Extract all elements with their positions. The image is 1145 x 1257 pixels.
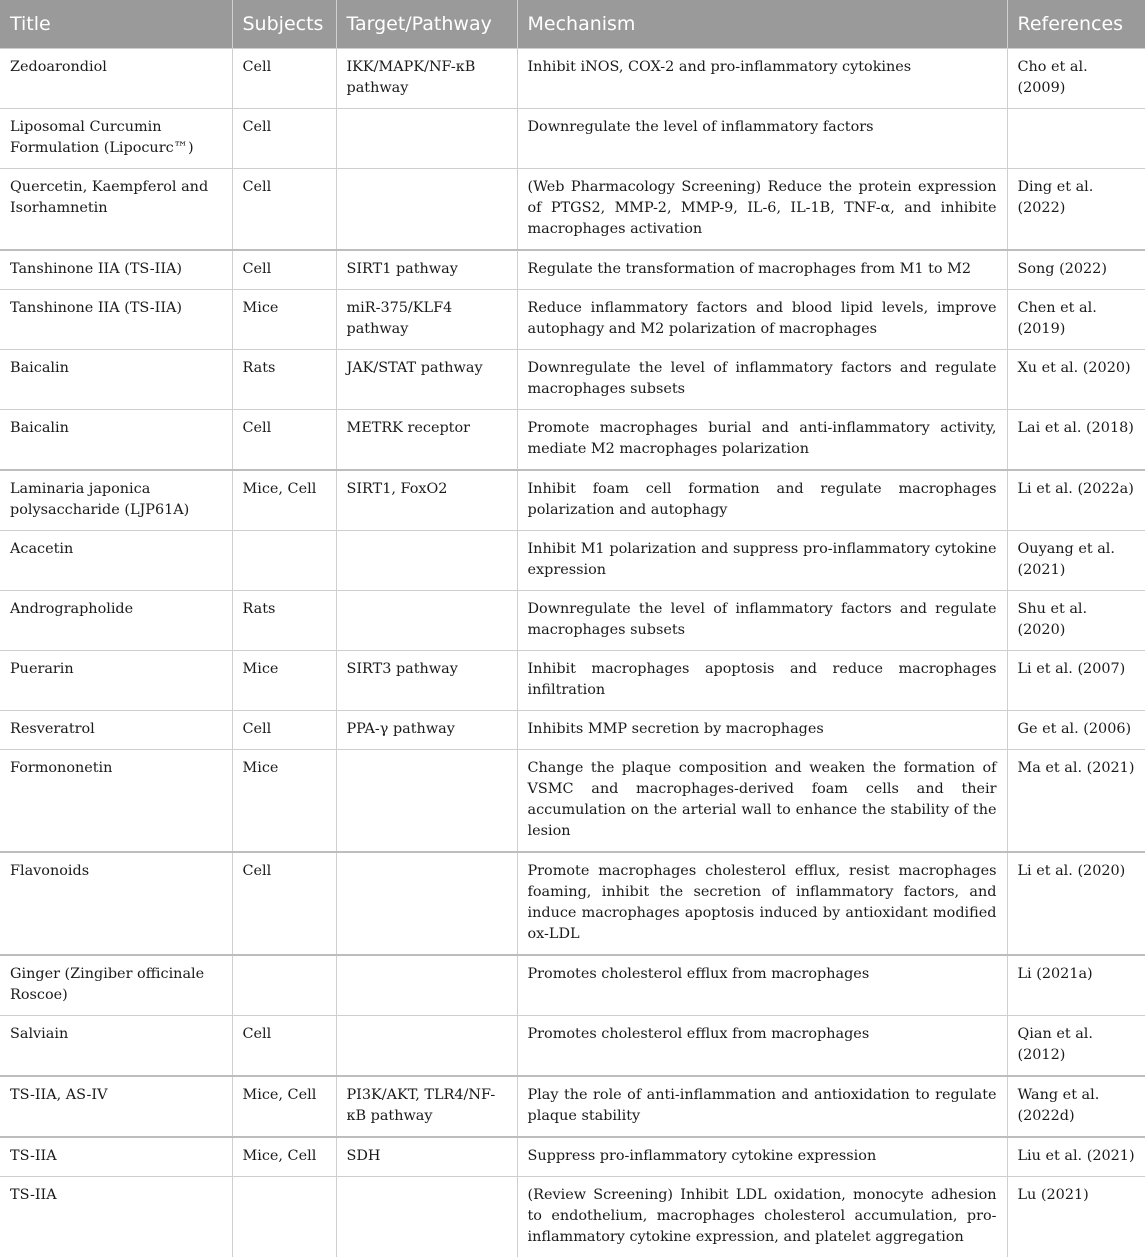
cell-target-pathway: SIRT1, FoxO2 [336,470,517,531]
cell-mechanism: Promote macrophages burial and anti-inflammatory activity, mediate M2 macrophages polarization [517,409,1007,470]
cell-title: Baicalin [0,349,232,409]
header-title: Title [0,0,232,48]
cell-reference: Xu et al. (2020) [1007,349,1145,409]
cell-reference: Cho et al. (2009) [1007,48,1145,108]
cell-subjects: Rats [232,590,336,650]
cell-reference: Shu et al. (2020) [1007,590,1145,650]
cell-subjects: Rats [232,349,336,409]
table-row [0,409,1145,470]
cell-target-pathway: METRK receptor [336,409,517,470]
cell-title: Salviain [0,1015,232,1076]
cell-reference: Li et al. (2020) [1007,852,1145,955]
table-row [0,289,1145,349]
cell-reference: Qian et al. (2012) [1007,1015,1145,1076]
table-row [0,530,1145,590]
cell-title: Tanshinone IIA (TS-IIA) [0,250,232,290]
cell-reference: Ge et al. (2006) [1007,710,1145,749]
table-body [0,48,1145,1257]
cell-target-pathway [336,1015,517,1076]
cell-subjects: Mice [232,289,336,349]
cell-title: Andrographolide [0,590,232,650]
cell-title: Quercetin, Kaempferol and Isorhamnetin [0,168,232,250]
cell-title: Flavonoids [0,852,232,955]
table-row [0,48,1145,108]
cell-mechanism: Reduce inflammatory factors and blood lipid levels, improve autophagy and M2 polarization of macrophages [517,289,1007,349]
cell-target-pathway: PI3K/AKT, TLR4/NF-κB pathway [336,1076,517,1137]
cell-mechanism: (Web Pharmacology Screening) Reduce the protein expression of PTGS2, MMP-2, MMP-9, IL-6, IL-1B, TNF-α, and inhibite macrophages activation [517,168,1007,250]
cell-reference: Wang et al. (2022d) [1007,1076,1145,1137]
header-target-pathway: Target/Pathway [336,0,517,48]
table-row [0,108,1145,168]
cell-target-pathway: SIRT1 pathway [336,250,517,290]
cell-mechanism: Downregulate the level of inflammatory factors and regulate macrophages subsets [517,349,1007,409]
table-row [0,650,1145,710]
cell-target-pathway: SIRT3 pathway [336,650,517,710]
table-row [0,1176,1145,1257]
cell-subjects: Mice [232,749,336,852]
cell-mechanism: Inhibit macrophages apoptosis and reduce macrophages infiltration [517,650,1007,710]
cell-reference: Ding et al. (2022) [1007,168,1145,250]
cell-title: Resveratrol [0,710,232,749]
cell-mechanism: Promotes cholesterol efflux from macrophages [517,955,1007,1016]
table-row [0,710,1145,749]
cell-target-pathway: IKK/MAPK/NF-κB pathway [336,48,517,108]
cell-subjects [232,955,336,1016]
cell-target-pathway [336,530,517,590]
cell-subjects: Cell [232,250,336,290]
cell-mechanism: Downregulate the level of inflammatory factors [517,108,1007,168]
cell-mechanism: Inhibit foam cell formation and regulate macrophages polarization and autophagy [517,470,1007,531]
cell-title: Ginger (Zingiber officinale Roscoe) [0,955,232,1016]
header-subjects: Subjects [232,0,336,48]
cell-mechanism: Inhibit iNOS, COX-2 and pro-inflammatory cytokines [517,48,1007,108]
cell-title: Zedoarondiol [0,48,232,108]
cell-target-pathway [336,955,517,1016]
cell-reference: Song (2022) [1007,250,1145,290]
cell-mechanism: Play the role of anti-inflammation and antioxidation to regulate plaque stability [517,1076,1007,1137]
cell-subjects: Cell [232,852,336,955]
header-references: References [1007,0,1145,48]
cell-subjects: Cell [232,710,336,749]
cell-title: TS-IIA [0,1176,232,1257]
cell-target-pathway: JAK/STAT pathway [336,349,517,409]
cell-title: Liposomal Curcumin Formulation (Lipocurc™) [0,108,232,168]
cell-title: Acacetin [0,530,232,590]
cell-reference [1007,108,1145,168]
cell-mechanism: Change the plaque composition and weaken the formation of VSMC and macrophages-derived foam cells and their accumulation on the arterial wall to enhance the stability of the lesion [517,749,1007,852]
cell-target-pathway [336,852,517,955]
cell-title: Baicalin [0,409,232,470]
table-row [0,1015,1145,1076]
cell-title: Formononetin [0,749,232,852]
cell-title: Tanshinone IIA (TS-IIA) [0,289,232,349]
cell-title: Puerarin [0,650,232,710]
cell-subjects: Cell [232,48,336,108]
cell-title: TS-IIA, AS-IV [0,1076,232,1137]
cell-reference: Liu et al. (2021) [1007,1137,1145,1177]
cell-title: TS-IIA [0,1137,232,1177]
cell-mechanism: Regulate the transformation of macrophages from M1 to M2 [517,250,1007,290]
table-row [0,590,1145,650]
cell-reference: Ouyang et al. (2021) [1007,530,1145,590]
cell-title: Laminaria japonica polysaccharide (LJP61A) [0,470,232,531]
table-row [0,349,1145,409]
cell-subjects: Mice, Cell [232,1076,336,1137]
cell-mechanism: Inhibit M1 polarization and suppress pro-inflammatory cytokine expression [517,530,1007,590]
cell-subjects: Cell [232,409,336,470]
cell-reference: Lu (2021) [1007,1176,1145,1257]
cell-reference: Ma et al. (2021) [1007,749,1145,852]
cell-mechanism: Suppress pro-inflammatory cytokine expression [517,1137,1007,1177]
table-row [0,1076,1145,1137]
cell-reference: Lai et al. (2018) [1007,409,1145,470]
cell-target-pathway: SDH [336,1137,517,1177]
cell-mechanism: Promote macrophages cholesterol efflux, resist macrophages foaming, inhibit the secretion of inflammatory factors, and induce macrophages apoptosis induced by antioxidant modified ox-LDL [517,852,1007,955]
cell-target-pathway [336,108,517,168]
header-row [0,0,1145,48]
cell-target-pathway [336,168,517,250]
cell-target-pathway: miR-375/KLF4 pathway [336,289,517,349]
table-row [0,250,1145,290]
cell-mechanism: Downregulate the level of inflammatory factors and regulate macrophages subsets [517,590,1007,650]
cell-subjects: Cell [232,168,336,250]
header-mechanism: Mechanism [517,0,1007,48]
cell-target-pathway [336,1176,517,1257]
table-row [0,749,1145,852]
cell-mechanism: Promotes cholesterol efflux from macrophages [517,1015,1007,1076]
cell-reference: Chen et al. (2019) [1007,289,1145,349]
cell-subjects: Mice, Cell [232,1137,336,1177]
cell-mechanism: Inhibits MMP secretion by macrophages [517,710,1007,749]
cell-reference: Li et al. (2007) [1007,650,1145,710]
cell-subjects: Mice [232,650,336,710]
cell-target-pathway [336,590,517,650]
table-row [0,470,1145,531]
cell-subjects [232,530,336,590]
cell-subjects [232,1176,336,1257]
cell-subjects: Cell [232,108,336,168]
cell-subjects: Cell [232,1015,336,1076]
cell-subjects: Mice, Cell [232,470,336,531]
cell-mechanism: (Review Screening) Inhibit LDL oxidation, monocyte adhesion to endothelium, macrophages cholesterol accumulation, pro-inflammatory cytokine expression, and platelet aggregation [517,1176,1007,1257]
cell-target-pathway [336,749,517,852]
cell-reference: Li et al. (2022a) [1007,470,1145,531]
table-row [0,168,1145,250]
cell-target-pathway: PPA-γ pathway [336,710,517,749]
cell-reference: Li (2021a) [1007,955,1145,1016]
table-row [0,955,1145,1016]
table-row [0,1137,1145,1177]
table-row [0,852,1145,955]
